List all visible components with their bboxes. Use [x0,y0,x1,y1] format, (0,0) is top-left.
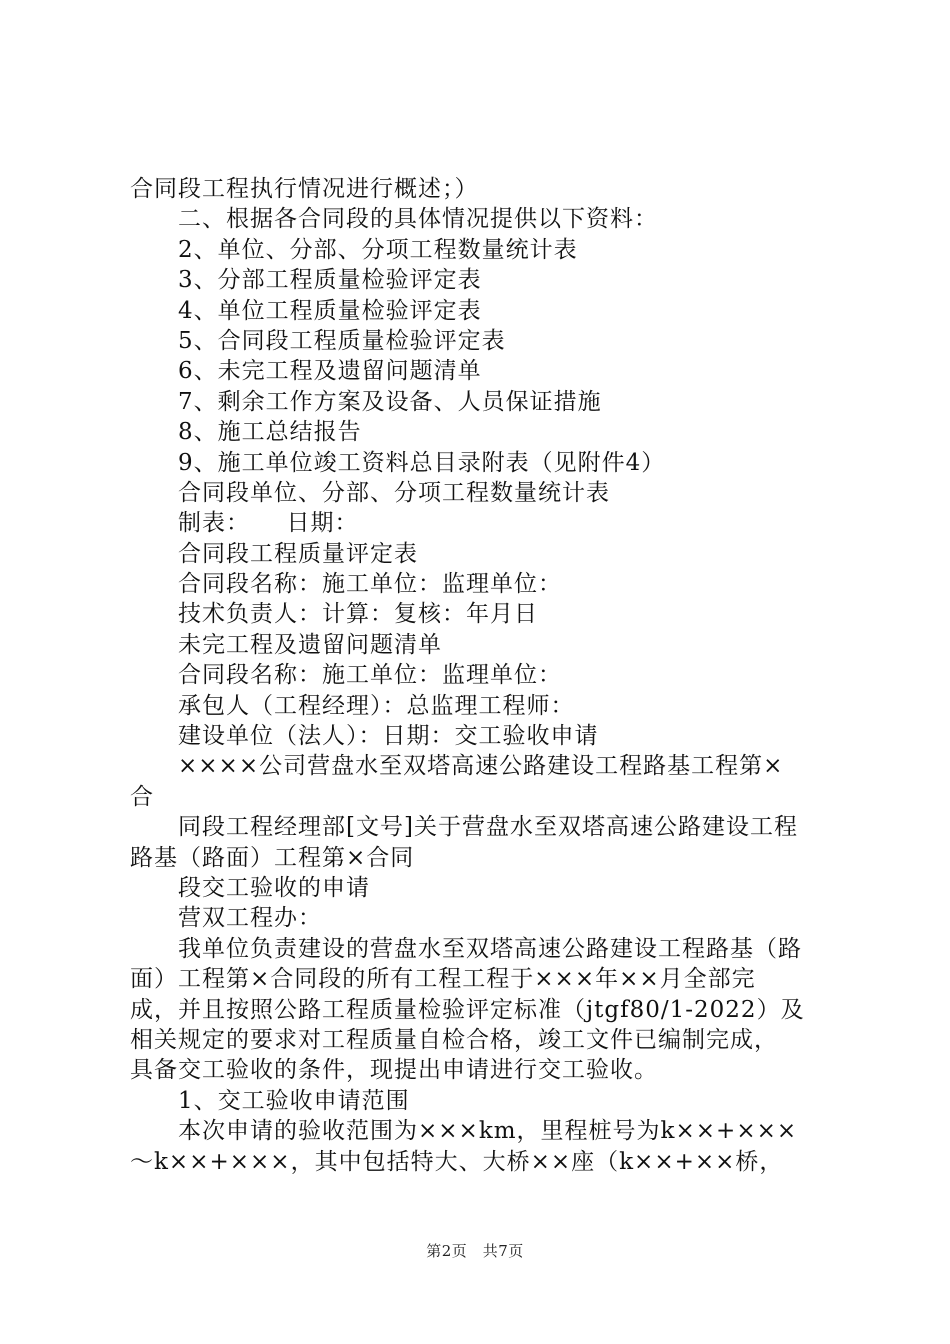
text-line: 6、未完工程及遗留问题清单 [178,358,482,385]
text-line: 建设单位（法人）：日期：交工验收申请 [178,723,599,750]
text-line: 7、剩余工作方案及设备、人员保证措施 [178,388,602,415]
text-line: ～k××+×××，其中包括特大、大桥××座（k××+××桥， [130,1148,784,1175]
text-line: 合同段名称：施工单位：监理单位： [178,571,562,598]
text-line: 合 [130,783,154,810]
text-line: ××××公司营盘水至双塔高速公路建设工程路基工程第× [178,753,784,780]
text-line: 相关规定的要求对工程质量自检合格，竣工文件已编制完成， [130,1026,778,1053]
text-line: 2、单位、分部、分项工程数量统计表 [178,236,578,263]
text-line: 合同段单位、分部、分项工程数量统计表 [178,479,610,506]
text-line: 营双工程办： [178,905,322,932]
text-line: 技术负责人：计算：复核：年月日 [178,601,538,628]
text-line: 合同段工程质量评定表 [178,540,418,567]
text-line: 4、单位工程质量检验评定表 [178,297,482,324]
text-line: 制表： 日期： [178,510,359,537]
text-line: 段交工验收的申请 [178,874,370,901]
text-line: 成，并且按照公路工程质量检验评定标准（jtgf80/1-2022）及 [130,996,805,1023]
text-line: 我单位负责建设的营盘水至双塔高速公路建设工程路基（路 [178,935,802,962]
text-line: 5、合同段工程质量检验评定表 [178,327,506,354]
text-line: 二、根据各合同段的具体情况提供以下资料： [178,206,658,233]
text-line: 同段工程经理部[文号]关于营盘水至双塔高速公路建设工程 [178,814,798,841]
text-line: 3、分部工程质量检验评定表 [178,267,482,294]
text-line: 9、施工单位竣工资料总目录附表（见附件4） [178,449,666,476]
text-line: 面）工程第×合同段的所有工程工程于×××年××月全部完 [130,966,756,993]
text-line: 8、施工总结报告 [178,419,362,446]
text-line: 承包人（工程经理）：总监理工程师： [178,692,575,719]
text-line: 具备交工验收的条件，现提出申请进行交工验收。 [130,1057,658,1084]
document-body [130,174,835,1177]
text-line: 合同段工程执行情况进行概述；） [130,176,479,202]
text-line: 本次申请的验收范围为×××km，里程桩号为k××+××× [178,1118,798,1145]
text-line: 1、交工验收申请范围 [178,1087,410,1114]
text-line: 路基（路面）工程第×合同 [130,844,415,871]
text-line: 未完工程及遗留问题清单 [178,631,442,658]
page-footer: 第2页 共7页 [426,1242,524,1260]
text-line: 合同段名称：施工单位：监理单位： [178,662,562,689]
